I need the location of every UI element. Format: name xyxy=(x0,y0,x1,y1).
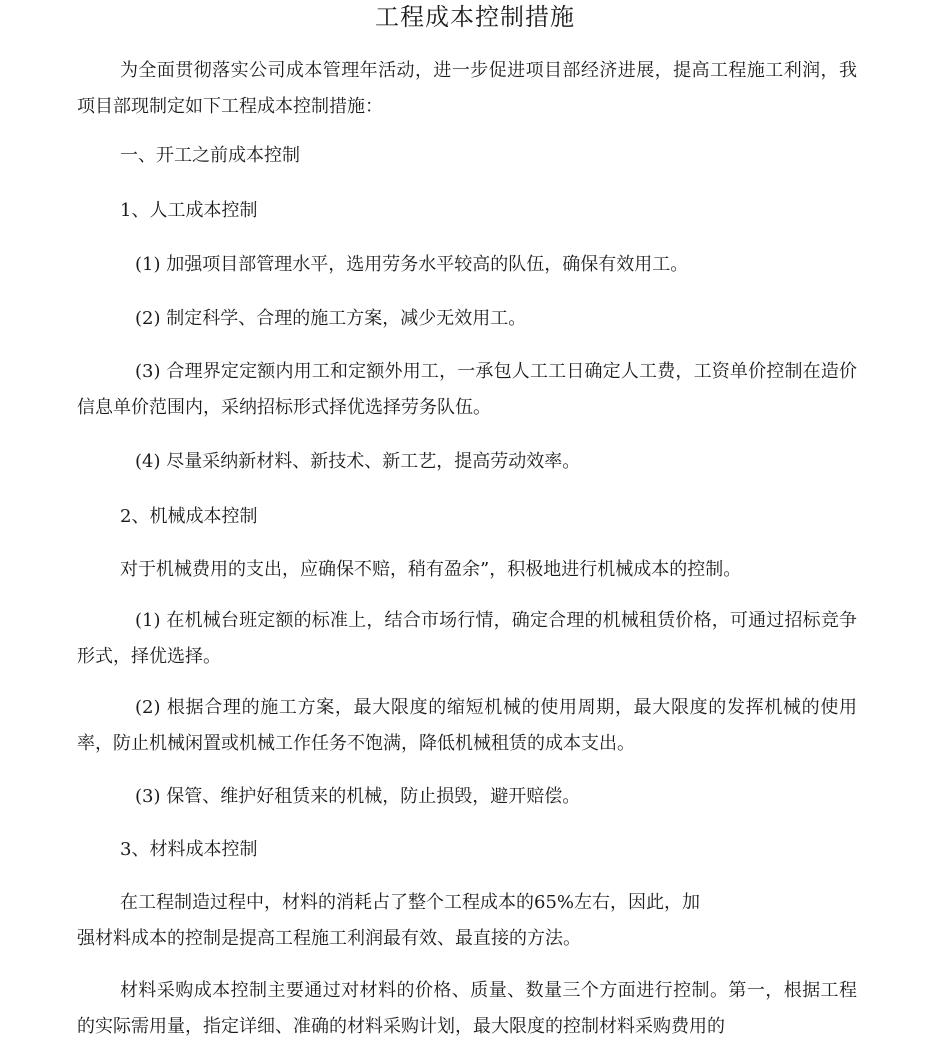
machinery-item-1: (1) 在机械台班定额的标准上，结合市场行情，确定合理的机械租赁价格，可通过招标竞争形式，择优选择。 xyxy=(77,610,857,667)
labor-item-2: (2) 制定科学、合理的施工方案，减少无效用工。 xyxy=(135,308,527,329)
materials-paragraph-1 xyxy=(77,885,857,921)
materials-paragraph-1-cont xyxy=(77,921,857,957)
labor-item-4: (4) 尽量采纳新材料、新技术、新工艺，提高劳动效率。 xyxy=(135,451,581,472)
section-heading-1: 一、开工之前成本控制 xyxy=(120,145,300,166)
intro-paragraph: 为全面贯彻落实公司成本管理年活动，进一步促进项目部经济进展，提高工程施工利润，我项目部现制定如下工程成本控制措施： xyxy=(77,60,857,117)
subsection-heading-materials: 3、材料成本控制 xyxy=(120,839,258,860)
materials-paragraph-1-line-2: 强材料成本的控制是提高工程施工利润最有效、最直接的方法。 xyxy=(77,928,581,949)
machinery-intro: 对于机械费用的支出，应确保不赔，稍有盈余”，积极地进行机械成本的控制。 xyxy=(120,559,742,580)
subsection-heading-labor: 1、人工成本控制 xyxy=(120,200,258,221)
labor-item-3: (3) 合理界定定额内用工和定额外用工，一承包人工工日确定人工费，工资单价控制在造价信息单价范围内，采纳招标形式择优选择劳务队伍。 xyxy=(77,361,857,418)
page-title: 工程成本控制措施 xyxy=(375,3,575,31)
machinery-item-3: (3) 保管、维护好租赁来的机械，防止损毁，避开赔偿。 xyxy=(135,786,581,807)
materials-paragraph-2: 材料采购成本控制主要通过对材料的价格、质量、数量三个方面进行控制。第一，根据工程的实际需用量，指定详细、准确的材料采购计划，最大限度的控制材料采购费用的 xyxy=(77,980,857,1037)
subsection-heading-machinery: 2、机械成本控制 xyxy=(120,506,258,527)
labor-item-1: (1) 加强项目部管理水平，选用劳务水平较高的队伍，确保有效用工。 xyxy=(135,254,689,275)
machinery-item-2: (2) 根据合理的施工方案，最大限度的缩短机械的使用周期，最大限度的发挥机械的使用率，防止机械闲置或机械工作任务不饱满，降低机械租赁的成本支出。 xyxy=(77,697,857,754)
materials-paragraph-1-line-1: 在工程制造过程中，材料的消耗占了整个工程成本的65%左右，因此，加 xyxy=(120,892,701,913)
